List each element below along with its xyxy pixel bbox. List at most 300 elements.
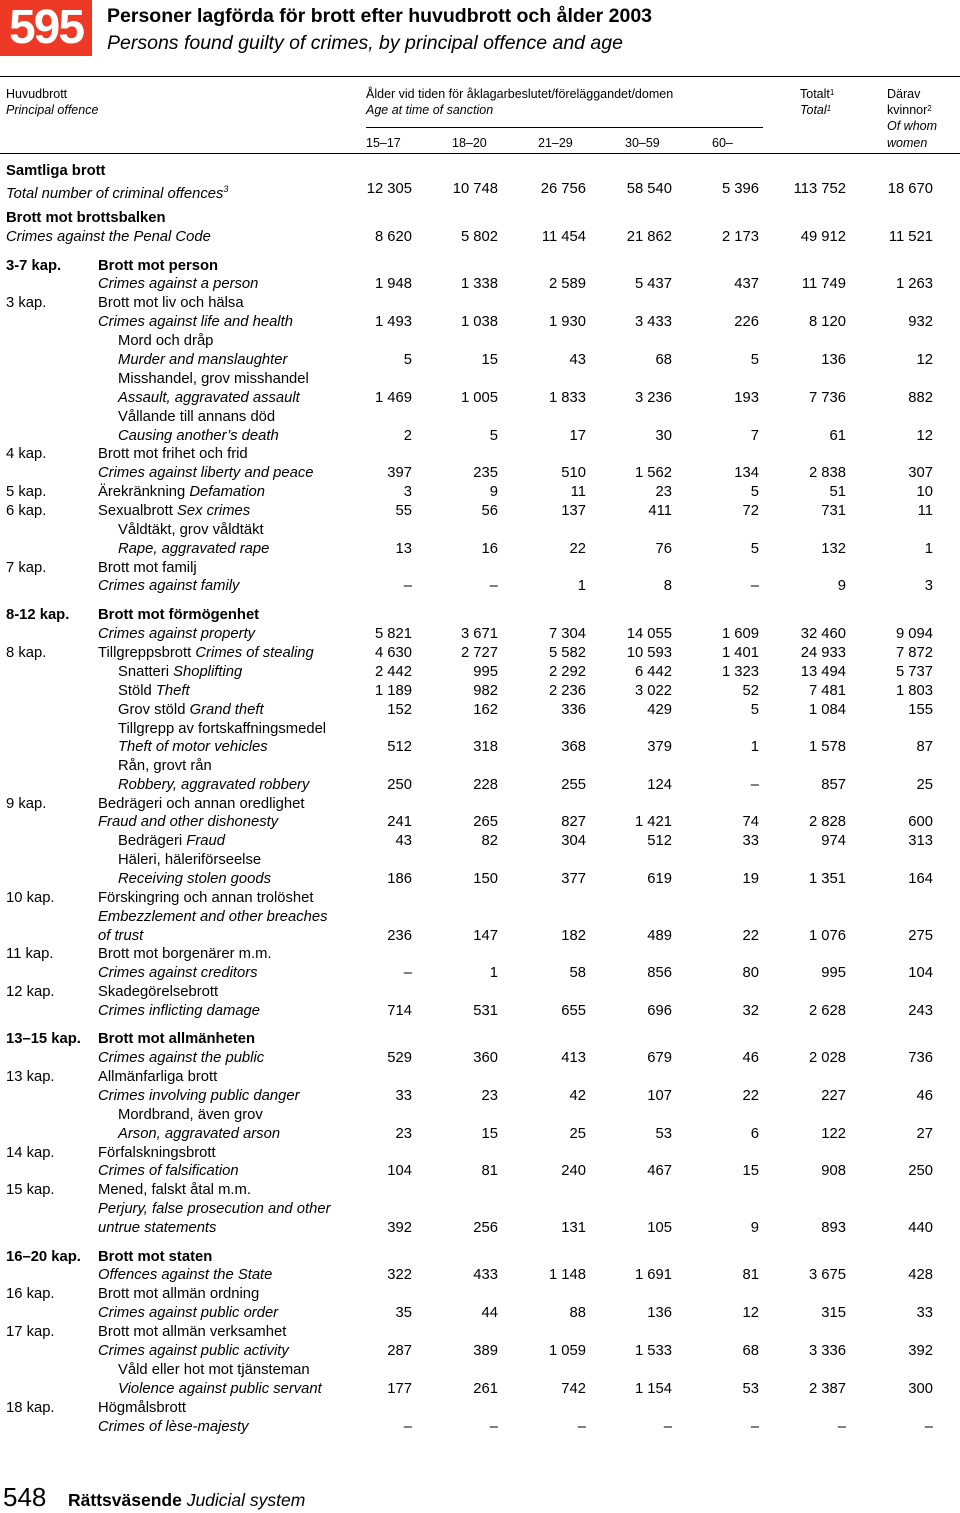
cell-value: 287: [387, 1343, 412, 1359]
cell-value: 655: [561, 1003, 586, 1019]
table-row: [0, 1030, 960, 1049]
cell-value: 22: [569, 541, 586, 557]
cell-value: 81: [742, 1267, 759, 1283]
cell-value: 261: [473, 1381, 498, 1397]
cell-value: 12: [916, 428, 933, 444]
cell-value: 107: [647, 1088, 672, 1104]
cell-value: 74: [742, 814, 759, 830]
cell-value: 33: [395, 1088, 412, 1104]
offence-label: Snatteri Shoplifting: [118, 664, 243, 680]
offence-label: Ärekränkning Defamation: [98, 484, 265, 500]
table-row: [0, 757, 960, 776]
cell-value: 193: [734, 390, 759, 406]
cell-value: 55: [395, 503, 412, 519]
table-row: [0, 1219, 960, 1238]
table-row: [0, 483, 960, 502]
cell-value: 995: [473, 664, 498, 680]
chapter-label: 17 kap.: [6, 1324, 55, 1340]
cell-value: 1 351: [808, 871, 846, 887]
cell-value: 714: [387, 1003, 412, 1019]
cell-value: 1 930: [548, 314, 586, 330]
cell-value: 87: [916, 739, 933, 755]
cell-value: 932: [908, 314, 933, 330]
cell-value: 392: [908, 1343, 933, 1359]
cell-value: 1: [750, 739, 759, 755]
offence-label: Brott mot staten: [98, 1249, 213, 1265]
table-row: [0, 832, 960, 851]
table-row: [0, 559, 960, 578]
offence-label: Crimes against a person: [98, 276, 259, 292]
cell-value: 908: [821, 1163, 846, 1179]
cell-value: –: [403, 1419, 412, 1435]
cell-value: 136: [647, 1305, 672, 1321]
cell-value: –: [489, 1419, 498, 1435]
cell-value: 1 401: [721, 645, 759, 661]
cell-value: 313: [908, 833, 933, 849]
col-age-sv: Ålder vid tiden för åklagarbeslutet/föreläggandet/domen: [366, 87, 674, 101]
table-row: [0, 1162, 960, 1181]
age-group-18-20: 18–20: [452, 136, 487, 150]
cell-value: 134: [734, 465, 759, 481]
chapter-label: 16–20 kap.: [6, 1249, 81, 1265]
page-title: Personer lagförda för brott efter huvudbrott och ålder 2003: [107, 5, 653, 27]
cell-value: 243: [908, 1003, 933, 1019]
offence-label: Bedrägeri och annan oredlighet: [98, 796, 305, 812]
cell-value: 18 670: [887, 181, 933, 197]
cell-value: 241: [387, 814, 412, 830]
table-row: [0, 795, 960, 814]
cell-value: 2 828: [808, 814, 846, 830]
cell-value: 182: [561, 928, 586, 944]
table-row: [0, 1285, 960, 1304]
cell-value: 5: [403, 352, 412, 368]
cell-value: 1 803: [895, 683, 933, 699]
cell-value: 1 263: [895, 276, 933, 292]
table-row: [0, 927, 960, 946]
cell-value: 11: [917, 503, 933, 519]
cell-value: 12: [742, 1305, 759, 1321]
cell-value: 7 481: [808, 683, 846, 699]
offence-label: untrue statements: [98, 1220, 217, 1236]
table-row: [0, 1068, 960, 1087]
table-row: [0, 445, 960, 464]
cell-value: 1: [577, 578, 586, 594]
cell-value: –: [403, 965, 412, 981]
chapter-label: 4 kap.: [6, 446, 47, 462]
cell-value: 21 862: [626, 229, 672, 245]
offence-label: Offences against the State: [98, 1267, 273, 1283]
cell-value: 5: [750, 484, 759, 500]
col-age-en: Age at time of sanction: [366, 103, 494, 117]
cell-value: 105: [647, 1220, 672, 1236]
cell-value: 736: [908, 1050, 933, 1066]
table-row: [0, 1323, 960, 1342]
table-row: [0, 1304, 960, 1323]
cell-value: 995: [821, 965, 846, 981]
table-row: [0, 1125, 960, 1144]
cell-value: 43: [395, 833, 412, 849]
cell-value: 186: [387, 871, 412, 887]
cell-value: 250: [387, 777, 412, 793]
cell-value: 2 838: [808, 465, 846, 481]
table-row: [0, 1087, 960, 1106]
cell-value: 72: [742, 503, 759, 519]
cell-value: –: [924, 1419, 933, 1435]
offence-label: Våld eller hot mot tjänsteman: [118, 1362, 310, 1378]
cell-value: 5 737: [895, 664, 933, 680]
cell-value: 7 736: [808, 390, 846, 406]
cell-value: 3 671: [460, 626, 498, 642]
cell-value: 13 494: [800, 664, 846, 680]
cell-value: 152: [387, 702, 412, 718]
offence-label: Vållande till annans död: [118, 409, 276, 425]
cell-value: 696: [647, 1003, 672, 1019]
table-row: [0, 625, 960, 644]
header-bottom-rule: [0, 153, 960, 154]
cell-value: 5 582: [548, 645, 586, 661]
cell-value: 82: [481, 833, 498, 849]
cell-value: 17: [569, 428, 586, 444]
table-row: [0, 1266, 960, 1285]
offence-label: Crimes inflicting damage: [98, 1003, 261, 1019]
cell-value: 389: [473, 1343, 498, 1359]
cell-value: 11 521: [888, 229, 933, 245]
cell-value: 32: [742, 1003, 759, 1019]
table-row: [0, 1342, 960, 1361]
cell-value: 529: [387, 1050, 412, 1066]
cell-value: 4 630: [374, 645, 412, 661]
cell-value: 27: [916, 1126, 933, 1142]
cell-value: 742: [561, 1381, 586, 1397]
cell-value: 58 540: [626, 181, 672, 197]
cell-value: 679: [647, 1050, 672, 1066]
cell-value: 1 338: [460, 276, 498, 292]
cell-value: 5 821: [374, 626, 412, 642]
offence-label: Brott mot allmän ordning: [98, 1286, 260, 1302]
table-row: [0, 408, 960, 427]
footer-section-sv: Rättsväsende: [68, 1490, 182, 1510]
cell-value: 13: [395, 541, 412, 557]
age-group-30-59: 30–59: [625, 136, 660, 150]
cell-value: 122: [821, 1126, 846, 1142]
cell-value: 731: [821, 503, 846, 519]
cell-value: 265: [473, 814, 498, 830]
cell-value: 974: [821, 833, 846, 849]
chapter-label: 15 kap.: [6, 1182, 55, 1198]
cell-value: 428: [908, 1267, 933, 1283]
cell-value: 1 948: [374, 276, 412, 292]
cell-value: 49 912: [800, 229, 846, 245]
cell-value: 377: [561, 871, 586, 887]
cell-value: 336: [561, 702, 586, 718]
cell-value: 88: [569, 1305, 586, 1321]
cell-value: 6 442: [634, 664, 672, 680]
cell-value: 16: [481, 541, 498, 557]
cell-value: 136: [821, 352, 846, 368]
cell-value: 1 059: [548, 1343, 586, 1359]
table-row: [0, 389, 960, 408]
offence-label: Assault, aggravated assault: [118, 390, 300, 406]
offence-label: Tillgrepp av fortskaffningsmedel: [118, 721, 327, 737]
cell-value: 1 084: [808, 702, 846, 718]
cell-value: –: [403, 578, 412, 594]
table-row: [0, 257, 960, 276]
cell-value: 300: [908, 1381, 933, 1397]
cell-value: 15: [742, 1163, 759, 1179]
cell-value: 44: [481, 1305, 498, 1321]
cell-value: 429: [647, 702, 672, 718]
cell-value: 2 628: [808, 1003, 846, 1019]
cell-value: 2 236: [548, 683, 586, 699]
offence-label: Rån, grovt rån: [118, 758, 212, 774]
cell-value: 893: [821, 1220, 846, 1236]
cell-value: 61: [829, 428, 846, 444]
cell-value: 827: [561, 814, 586, 830]
cell-value: 1 469: [374, 390, 412, 406]
cell-value: 1 609: [721, 626, 759, 642]
cell-value: 53: [742, 1381, 759, 1397]
table-row: [0, 162, 960, 181]
table-row: [0, 427, 960, 446]
table-row: [0, 701, 960, 720]
table-row: [0, 776, 960, 795]
cell-value: 5 802: [460, 229, 498, 245]
cell-value: 177: [387, 1381, 412, 1397]
cell-value: 32 460: [800, 626, 846, 642]
cell-value: 1 154: [634, 1381, 672, 1397]
footer-section-en: Judicial system: [186, 1490, 306, 1510]
cell-value: 600: [908, 814, 933, 830]
cell-value: 12 305: [366, 181, 412, 197]
cell-value: 3 675: [808, 1267, 846, 1283]
cell-value: 10 748: [452, 181, 498, 197]
cell-value: –: [837, 1419, 846, 1435]
cell-value: 14 055: [626, 626, 672, 642]
cell-value: –: [750, 578, 759, 594]
table-row: [0, 682, 960, 701]
cell-value: –: [577, 1419, 586, 1435]
offence-label: Crimes against the Penal Code: [6, 229, 211, 245]
offence-label: Brott mot förmögenhet: [98, 607, 260, 623]
table-row: [0, 945, 960, 964]
table-row: [0, 1200, 960, 1219]
table-row: [0, 502, 960, 521]
cell-value: 42: [569, 1088, 586, 1104]
offence-label: Misshandel, grov misshandel: [118, 371, 309, 387]
cell-value: 43: [569, 352, 586, 368]
age-group-60: 60–: [712, 136, 733, 150]
table-row: [0, 813, 960, 832]
cell-value: 46: [916, 1088, 933, 1104]
cell-value: 467: [647, 1163, 672, 1179]
offence-label: Crimes of lèse-majesty: [98, 1419, 249, 1435]
cell-value: 30: [655, 428, 672, 444]
col-women-en: Of whom: [887, 119, 938, 133]
header-top-rule: [0, 76, 960, 77]
cell-value: 8 620: [374, 229, 412, 245]
cell-value: 24 933: [800, 645, 846, 661]
table-row: [0, 521, 960, 540]
table-row: [0, 738, 960, 757]
offence-label: Total number of criminal offences$^3$: [6, 184, 229, 202]
chapter-label: 3-7 kap.: [6, 258, 62, 274]
cell-value: 5: [750, 352, 759, 368]
cell-value: 275: [908, 928, 933, 944]
age-group-15-17: 15–17: [366, 136, 401, 150]
offence-label: Högmålsbrott: [98, 1400, 186, 1416]
page-number: 548: [3, 1482, 47, 1512]
chapter-label: 13–15 kap.: [6, 1031, 81, 1047]
offence-label: Embezzlement and other breaches: [98, 909, 328, 925]
offence-label: Allmänfarliga brott: [98, 1069, 218, 1085]
cell-value: 512: [387, 739, 412, 755]
cell-value: 433: [473, 1267, 498, 1283]
cell-value: 7 304: [548, 626, 586, 642]
offence-label: of trust: [98, 928, 144, 944]
cell-value: 1 833: [548, 390, 586, 406]
chapter-label: 16 kap.: [6, 1286, 55, 1302]
cell-value: 51: [829, 484, 846, 500]
col-total-en: Total$^1$: [800, 103, 832, 117]
cell-value: 10 593: [626, 645, 672, 661]
cell-value: 255: [561, 777, 586, 793]
chapter-label: 14 kap.: [6, 1145, 55, 1161]
cell-value: 5: [750, 541, 759, 557]
table-row: [0, 294, 960, 313]
offence-label: Bedrägeri Fraud: [118, 833, 225, 849]
cell-value: 56: [481, 503, 498, 519]
offence-label: Skadegörelsebrott: [98, 984, 219, 1000]
offence-label: Brott mot liv och hälsa: [98, 295, 244, 311]
cell-value: 882: [908, 390, 933, 406]
offence-label: Perjury, false prosecution and other: [98, 1201, 331, 1217]
cell-value: 162: [473, 702, 498, 718]
offence-label: Grov stöld Grand theft: [118, 702, 264, 718]
offence-label: Crimes against creditors: [98, 965, 258, 981]
cell-value: 315: [821, 1305, 846, 1321]
cell-value: 2: [403, 428, 412, 444]
cell-value: 9: [489, 484, 498, 500]
cell-value: 1 038: [460, 314, 498, 330]
cell-value: 81: [481, 1163, 498, 1179]
cell-value: 33: [742, 833, 759, 849]
cell-value: –: [750, 1419, 759, 1435]
offence-label: Sexualbrott Sex crimes: [98, 503, 251, 519]
cell-value: 137: [561, 503, 586, 519]
chapter-label: 3 kap.: [6, 295, 47, 311]
offence-label: Stöld Theft: [118, 683, 190, 699]
table-row: [0, 464, 960, 483]
offence-label: Theft of motor vehicles: [118, 739, 268, 755]
chapter-label: 18 kap.: [6, 1400, 55, 1416]
offence-label: Crimes against public order: [98, 1305, 279, 1321]
cell-value: 124: [647, 777, 672, 793]
table-row: [0, 644, 960, 663]
col-total-sv: Totalt$^1$: [800, 87, 835, 101]
cell-value: 164: [908, 871, 933, 887]
cell-value: 8 120: [808, 314, 846, 330]
offence-label: Crimes of falsification: [98, 1163, 239, 1179]
table-row: [0, 870, 960, 889]
col-women-sv: Därav: [887, 87, 921, 101]
chapter-label: 13 kap.: [6, 1069, 55, 1085]
cell-value: 68: [742, 1343, 759, 1359]
chapter-label: 5 kap.: [6, 484, 47, 500]
cell-value: 440: [908, 1220, 933, 1236]
cell-value: 2 727: [460, 645, 498, 661]
cell-value: 3 022: [634, 683, 672, 699]
cell-value: 1 578: [808, 739, 846, 755]
cell-value: 1 005: [460, 390, 498, 406]
cell-value: 411: [648, 503, 672, 519]
age-group-21-29: 21–29: [538, 136, 573, 150]
offence-label: Brott mot borgenärer m.m.: [98, 946, 272, 962]
cell-value: 240: [561, 1163, 586, 1179]
table-row: [0, 180, 960, 202]
offence-label: Crimes against the public: [98, 1050, 265, 1066]
table-number-badge: 595: [0, 0, 92, 56]
cell-value: 413: [561, 1050, 586, 1066]
cell-value: 26 756: [540, 181, 586, 197]
cell-value: 1: [924, 541, 933, 557]
table-row: [0, 889, 960, 908]
offence-label: Förskingring och annan trolöshet: [98, 890, 314, 906]
offence-label: Crimes against family: [98, 578, 240, 594]
table-row: [0, 1399, 960, 1418]
table-row: [0, 313, 960, 332]
cell-value: 1 562: [634, 465, 672, 481]
cell-value: 3: [924, 578, 933, 594]
table-row: [0, 577, 960, 596]
cell-value: 5: [489, 428, 498, 444]
table-row: [0, 964, 960, 983]
cell-value: 322: [387, 1267, 412, 1283]
table-row: [0, 1049, 960, 1068]
cell-value: 19: [742, 871, 759, 887]
cell-value: 368: [561, 739, 586, 755]
cell-value: 11 454: [541, 229, 586, 245]
cell-value: 46: [742, 1050, 759, 1066]
cell-value: 1 323: [721, 664, 759, 680]
chapter-label: 7 kap.: [6, 560, 47, 576]
cell-value: 53: [655, 1126, 672, 1142]
cell-value: 12: [916, 352, 933, 368]
table-row: [0, 851, 960, 870]
chapter-label: 6 kap.: [6, 503, 47, 519]
cell-value: 68: [655, 352, 672, 368]
offence-label: Mord och dråp: [118, 333, 214, 349]
cell-value: 235: [473, 465, 498, 481]
table-row: [0, 540, 960, 559]
cell-value: 10: [916, 484, 933, 500]
cell-value: 2 292: [548, 664, 586, 680]
cell-value: 1: [489, 965, 498, 981]
cell-value: 9 094: [895, 626, 933, 642]
cell-value: 360: [473, 1050, 498, 1066]
cell-value: 132: [821, 541, 846, 557]
offence-label: Häleri, häleriförseelse: [118, 852, 262, 868]
cell-value: 33: [916, 1305, 933, 1321]
cell-value: 150: [473, 871, 498, 887]
cell-value: 6: [750, 1126, 759, 1142]
cell-value: 76: [655, 541, 672, 557]
table-row: [0, 275, 960, 294]
cell-value: –: [750, 777, 759, 793]
offence-label: Fraud and other dishonesty: [98, 814, 279, 830]
cell-value: 226: [734, 314, 759, 330]
offence-label: Mened, falskt åtal m.m.: [98, 1182, 251, 1198]
cell-value: 80: [742, 965, 759, 981]
